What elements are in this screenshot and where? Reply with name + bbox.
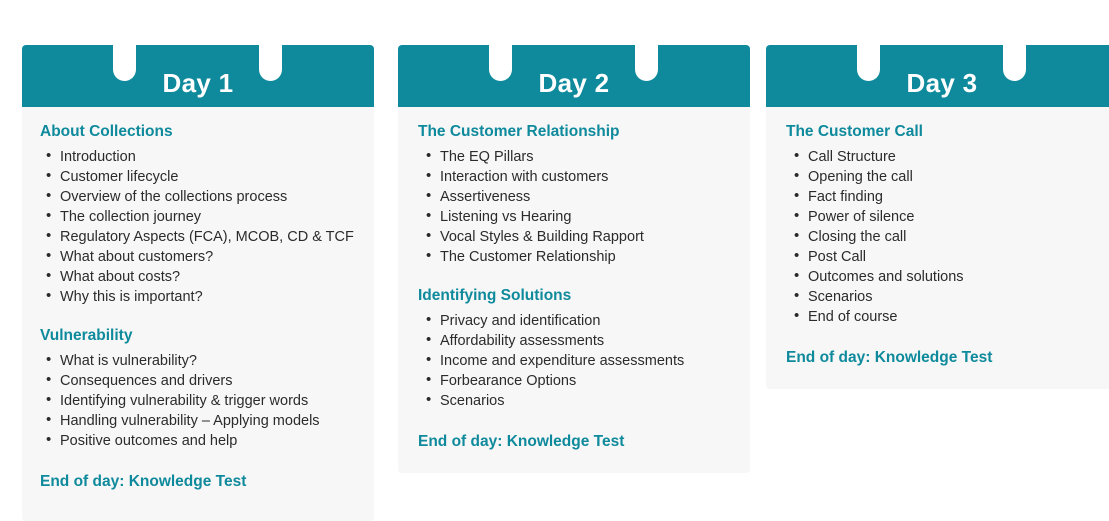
list-item: • End of course [808, 307, 1109, 327]
topic-group [398, 287, 750, 411]
binder-ring-icon [857, 7, 880, 81]
list-item: • Income and expenditure assessments [440, 351, 750, 371]
topic-group-heading: The Customer Call [786, 123, 923, 140]
list-item: • Overview of the collections process [60, 187, 374, 207]
day-card-body [22, 107, 374, 521]
list-item: • Opening the call [808, 167, 1109, 187]
list-item: • Positive outcomes and help [60, 431, 374, 451]
day-card-header [766, 45, 1109, 107]
day-card-body [398, 107, 750, 473]
binder-ring-icon [259, 7, 282, 81]
binder-ring-icon [489, 7, 512, 81]
list-item: • Regulatory Aspects (FCA), MCOB, CD & TCF [60, 227, 374, 247]
list-item: • What is vulnerability? [60, 351, 374, 371]
topic-list [398, 147, 750, 267]
topic-list [766, 147, 1109, 327]
day-card-1 [22, 45, 374, 521]
day-card-3 [766, 45, 1109, 389]
list-item: • Post Call [808, 247, 1109, 267]
list-item: • The EQ Pillars [440, 147, 750, 167]
day-card-header [398, 45, 750, 107]
list-item: • Vocal Styles & Building Rapport [440, 227, 750, 247]
list-item: • Handling vulnerability – Applying models [60, 411, 374, 431]
binder-ring-icon [113, 7, 136, 81]
list-item: • Identifying vulnerability & trigger words [60, 391, 374, 411]
topic-group-heading: About Collections [40, 123, 173, 140]
day-card-body [766, 107, 1109, 389]
list-item: • Why this is important? [60, 287, 374, 307]
list-item: • Power of silence [808, 207, 1109, 227]
binder-ring-icon [635, 7, 658, 81]
topic-group-heading: Vulnerability [40, 327, 133, 344]
list-item: • Introduction [60, 147, 374, 167]
topic-list [22, 351, 374, 451]
list-item: • What about customers? [60, 247, 374, 267]
topic-group [398, 123, 750, 267]
day-card-title: Day 1 [162, 68, 234, 98]
list-item: • Outcomes and solutions [808, 267, 1109, 287]
list-item: • Privacy and identification [440, 311, 750, 331]
list-item: • Consequences and drivers [60, 371, 374, 391]
list-item: • What about costs? [60, 267, 374, 287]
list-item: • Listening vs Hearing [440, 207, 750, 227]
topic-group [766, 123, 1109, 327]
list-item: • Closing the call [808, 227, 1109, 247]
topic-group [22, 327, 374, 451]
list-item: • The Customer Relationship [440, 247, 750, 267]
list-item: • The collection journey [60, 207, 374, 227]
topic-group [22, 123, 374, 307]
knowledge-test-note: End of day: Knowledge Test [786, 349, 993, 366]
list-item: • Fact finding [808, 187, 1109, 207]
binder-ring-icon [1003, 7, 1026, 81]
day-card-title: Day 2 [538, 68, 610, 98]
list-item: • Affordability assessments [440, 331, 750, 351]
list-item: • Assertiveness [440, 187, 750, 207]
list-item: • Forbearance Options [440, 371, 750, 391]
day-card-header [22, 45, 374, 107]
knowledge-test-note: End of day: Knowledge Test [418, 433, 625, 450]
list-item: • Interaction with customers [440, 167, 750, 187]
topic-list [22, 147, 374, 307]
day-card-2 [398, 45, 750, 473]
list-item: • Customer lifecycle [60, 167, 374, 187]
topic-group-heading: The Customer Relationship [418, 123, 620, 140]
topic-group-heading: Identifying Solutions [418, 287, 572, 304]
list-item: • Scenarios [808, 287, 1109, 307]
knowledge-test-note: End of day: Knowledge Test [40, 473, 247, 490]
list-item: • Call Structure [808, 147, 1109, 167]
day-card-title: Day 3 [906, 68, 978, 98]
topic-list [398, 311, 750, 411]
list-item: • Scenarios [440, 391, 750, 411]
